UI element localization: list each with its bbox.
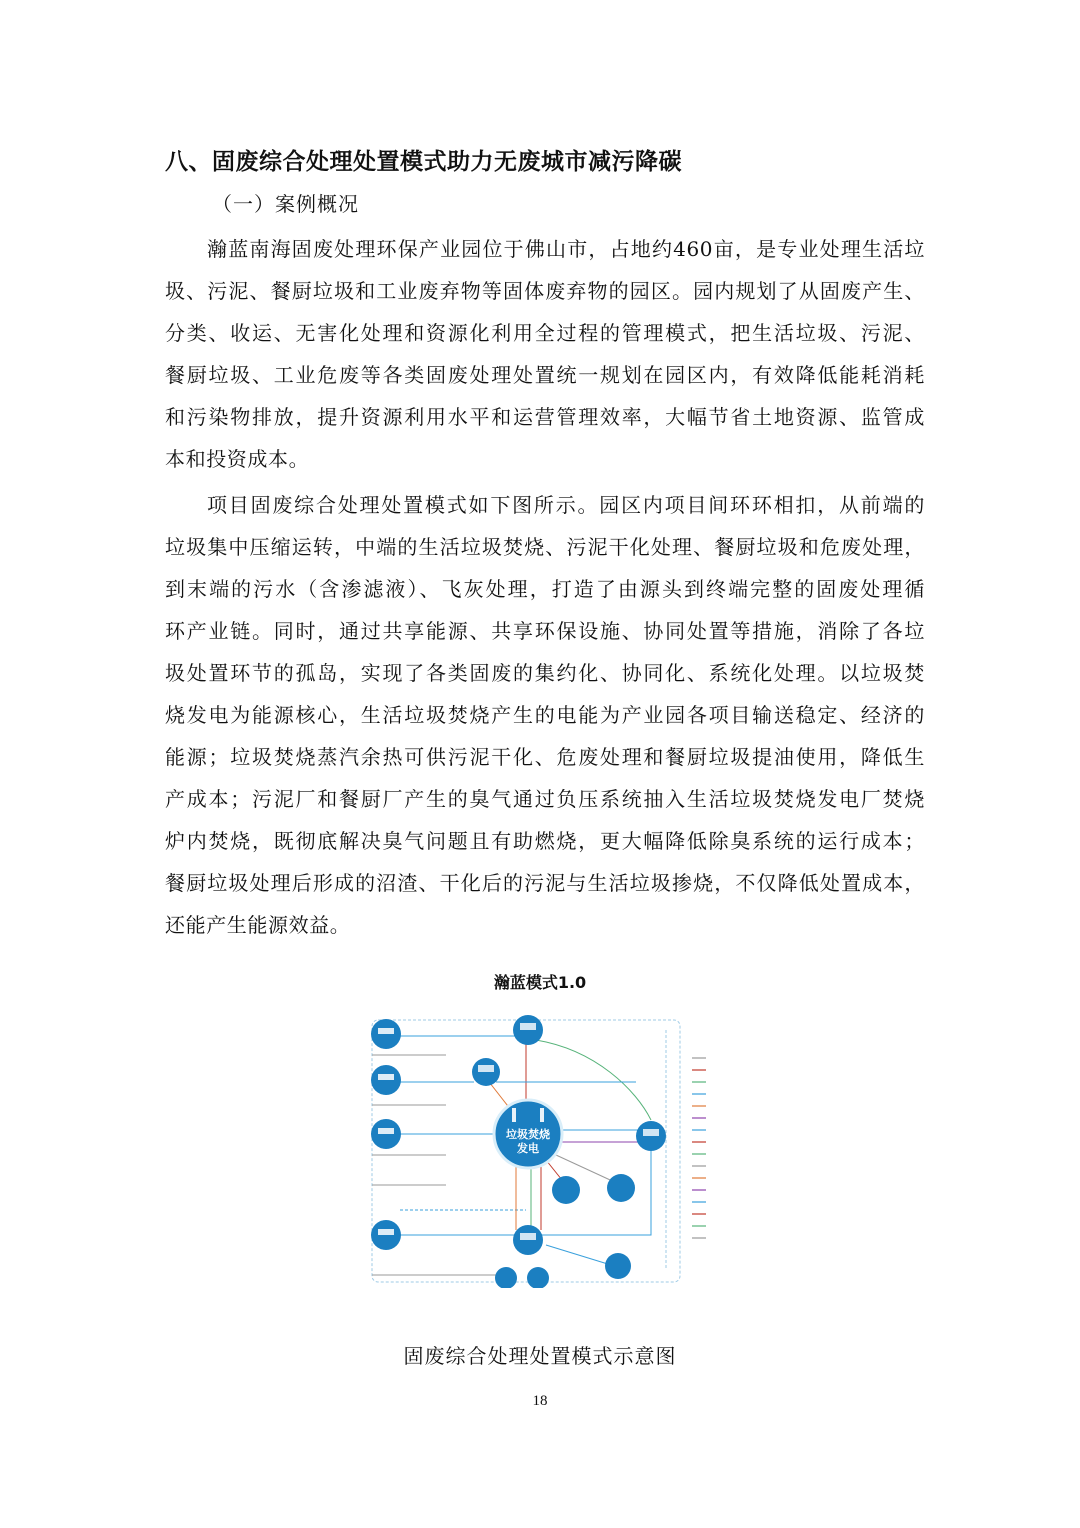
subsection-heading: （一）案例概况: [212, 192, 359, 216]
factory-icon: [520, 1023, 536, 1030]
paragraph-line: 和污染物排放，提升资源利用水平和运营管理效率，大幅节省土地资源、监管成: [165, 405, 925, 429]
paragraph-line: 圾、污泥、餐厨垃圾和工业废弃物等固体废弃物的园区。园内规划了从固废产生、: [165, 279, 925, 303]
node-biogas: [527, 1267, 549, 1288]
paragraph-line: 炉内焚烧，既彻底解决臭气问题且有助燃烧，更大幅降低除臭系统的运行成本；: [165, 829, 925, 853]
section-heading: 八、固废综合处理处置模式助力无废城市减污降碳: [165, 149, 682, 175]
chimney-icon: [512, 1108, 516, 1122]
figure-caption: 固废综合处理处置模式示意图: [403, 1344, 677, 1368]
building-icon: [378, 1028, 394, 1034]
factory-icon: [520, 1233, 536, 1240]
node-biodiesel: [495, 1267, 517, 1288]
node-landfill: [605, 1253, 631, 1279]
paragraph-line: 餐厨垃圾处理后形成的沼渣、干化后的污泥与生活垃圾掺烧，不仅降低处置成本，: [165, 871, 925, 895]
center-node-label: 垃圾焚烧: [506, 1128, 550, 1141]
paragraph-line: 瀚蓝南海固废处理环保产业园位于佛山市，占地约460亩，是专业处理生活垃: [207, 237, 925, 261]
building-icon: [378, 1074, 394, 1080]
node-fly-ash: [607, 1174, 635, 1202]
factory-icon: [643, 1129, 659, 1136]
paragraph-model: [165, 484, 925, 946]
building-icon: [378, 1128, 394, 1134]
chimney-icon: [540, 1108, 544, 1122]
process-diagram: [366, 1010, 756, 1288]
paragraph-line: 项目固废综合处理处置模式如下图所示。园区内项目间环环相扣，从前端的: [207, 493, 925, 517]
flow-line: [546, 1245, 611, 1265]
paragraph-line: 还能产生能源效益。: [165, 913, 351, 937]
paragraph-line: 能源；垃圾焚烧蒸汽余热可供污泥干化、危废处理和餐厨垃圾提油使用，降低生: [165, 745, 925, 769]
paragraph-line: 餐厨垃圾、工业危废等各类固废处理处置统一规划在园区内，有效降低能耗消耗: [165, 363, 925, 387]
source-nodes: [371, 1019, 401, 1250]
paragraph-line: 本和投资成本。: [165, 447, 310, 471]
paragraph-line: 烧发电为能源核心，生活垃圾焚烧产生的电能为产业园各项目输送稳定、经济的: [165, 703, 925, 727]
paragraph-line: 产成本；污泥厂和餐厨厂产生的臭气通过负压系统抽入生活垃圾焚烧发电厂焚烧: [165, 787, 925, 811]
factory-icon: [478, 1065, 494, 1072]
legend: [692, 1058, 706, 1238]
building-icon: [378, 1229, 394, 1235]
center-node: [494, 1100, 562, 1168]
paragraph-line: 环产业链。同时，通过共享能源、共享环保设施、协同处置等措施，消除了各垃: [165, 619, 925, 643]
paragraph-line: 圾处置环节的孤岛，实现了各类固废的集约化、协同化、系统化处理。以垃圾焚: [165, 661, 925, 685]
paragraph-line: 垃圾集中压缩运转，中端的生活垃圾焚烧、污泥干化处理、餐厨垃圾和危废处理，: [165, 535, 925, 559]
paragraph-line: 分类、收运、无害化处理和资源化利用全过程的管理模式，把生活垃圾、污泥、: [165, 321, 925, 345]
paragraph-overview: [165, 228, 925, 480]
figure-title: 瀚蓝模式1.0: [493, 973, 587, 992]
center-node-label: 发电: [517, 1142, 539, 1155]
node-slag: [552, 1176, 580, 1204]
flow-line: [536, 1040, 651, 1120]
paragraph-line: 到末端的污水（含渗滤液）、飞灰处理，打造了由源头到终端完整的固废处理循: [165, 577, 925, 601]
page-number: 18: [532, 1393, 548, 1409]
